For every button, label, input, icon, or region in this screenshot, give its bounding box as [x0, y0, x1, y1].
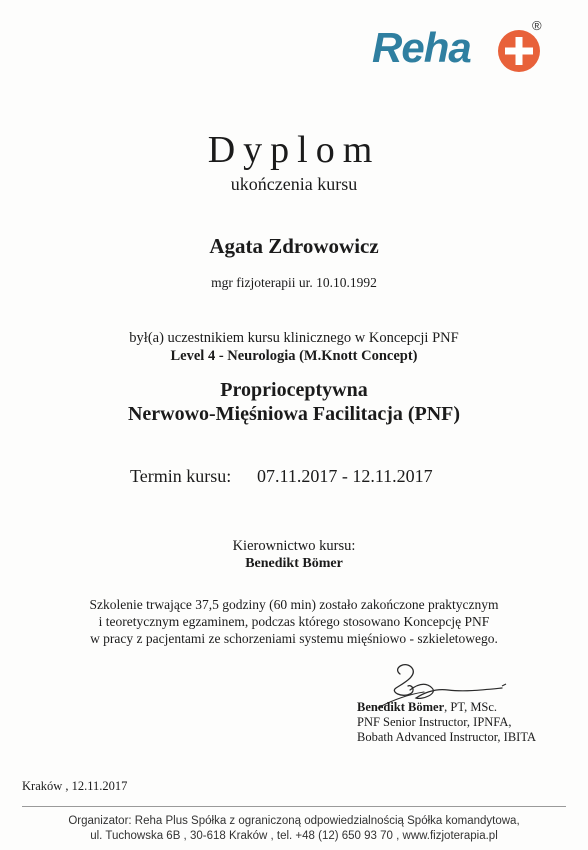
description-line3: w pracy z pacjentami ze schorzeniami systemu mięśniowo - szkieletowego.: [90, 631, 498, 646]
place-date: Kraków , 12.11.2017: [22, 779, 128, 793]
description-line2: i teoretycznym egzaminem, podczas którego stosowano Koncepcję PNF: [98, 614, 490, 629]
diploma-title: Dyplom: [207, 129, 381, 171]
logo-text: Reha: [372, 24, 471, 71]
course-description: [0, 596, 588, 647]
term-label: Termin kursu:: [130, 466, 232, 486]
participant-line: był(a) uczestnikiem kursu klinicznego w Koncepcji PNF: [129, 330, 459, 346]
course-title-line1: Proprioceptywna: [220, 379, 368, 401]
diploma-subtitle: ukończenia kursu: [230, 174, 358, 194]
course-title-line2: Nerwowo-Mięśniowa Facilitacja (PNF): [127, 403, 461, 425]
reha-plus-logo: [372, 18, 552, 80]
direction-label: Kierownictwo kursu:: [232, 538, 356, 554]
footer-organizer: Organizator: Reha Plus Spółka z ograniczoną odpowiedzialnością Spółka komandytowa,: [68, 815, 520, 827]
signatory-role1: PNF Senior Instructor, IPNFA,: [357, 715, 512, 729]
signatory-block: [357, 700, 536, 745]
footer-address: ul. Tuchowska 6B , 30-618 Kraków , tel. +48 (12) 650 93 70 , www.fizjoterapia.pl: [90, 830, 498, 842]
course-level: Level 4 - Neurologia (M.Knott Concept): [170, 348, 418, 364]
direction-name: Benedikt Bömer: [245, 556, 343, 571]
recipient-name: Agata Zdrowowicz: [209, 234, 379, 258]
signatory-role2: Bobath Advanced Instructor, IBITA: [357, 730, 537, 744]
signatory-suffix: , PT, MSc.: [444, 700, 498, 714]
footer-divider: [22, 806, 566, 807]
signatory-name: Benedikt Bömer: [357, 700, 445, 714]
description-line1: Szkolenie trwające 37,5 godziny (60 min) zostało zakończone praktycznym: [89, 597, 499, 612]
registered-mark: ®: [532, 18, 542, 33]
plus-icon: [496, 28, 542, 74]
recipient-degree: mgr fizjoterapii ur. 10.10.1992: [211, 275, 377, 290]
term-value: 07.11.2017 - 12.11.2017: [257, 466, 433, 486]
